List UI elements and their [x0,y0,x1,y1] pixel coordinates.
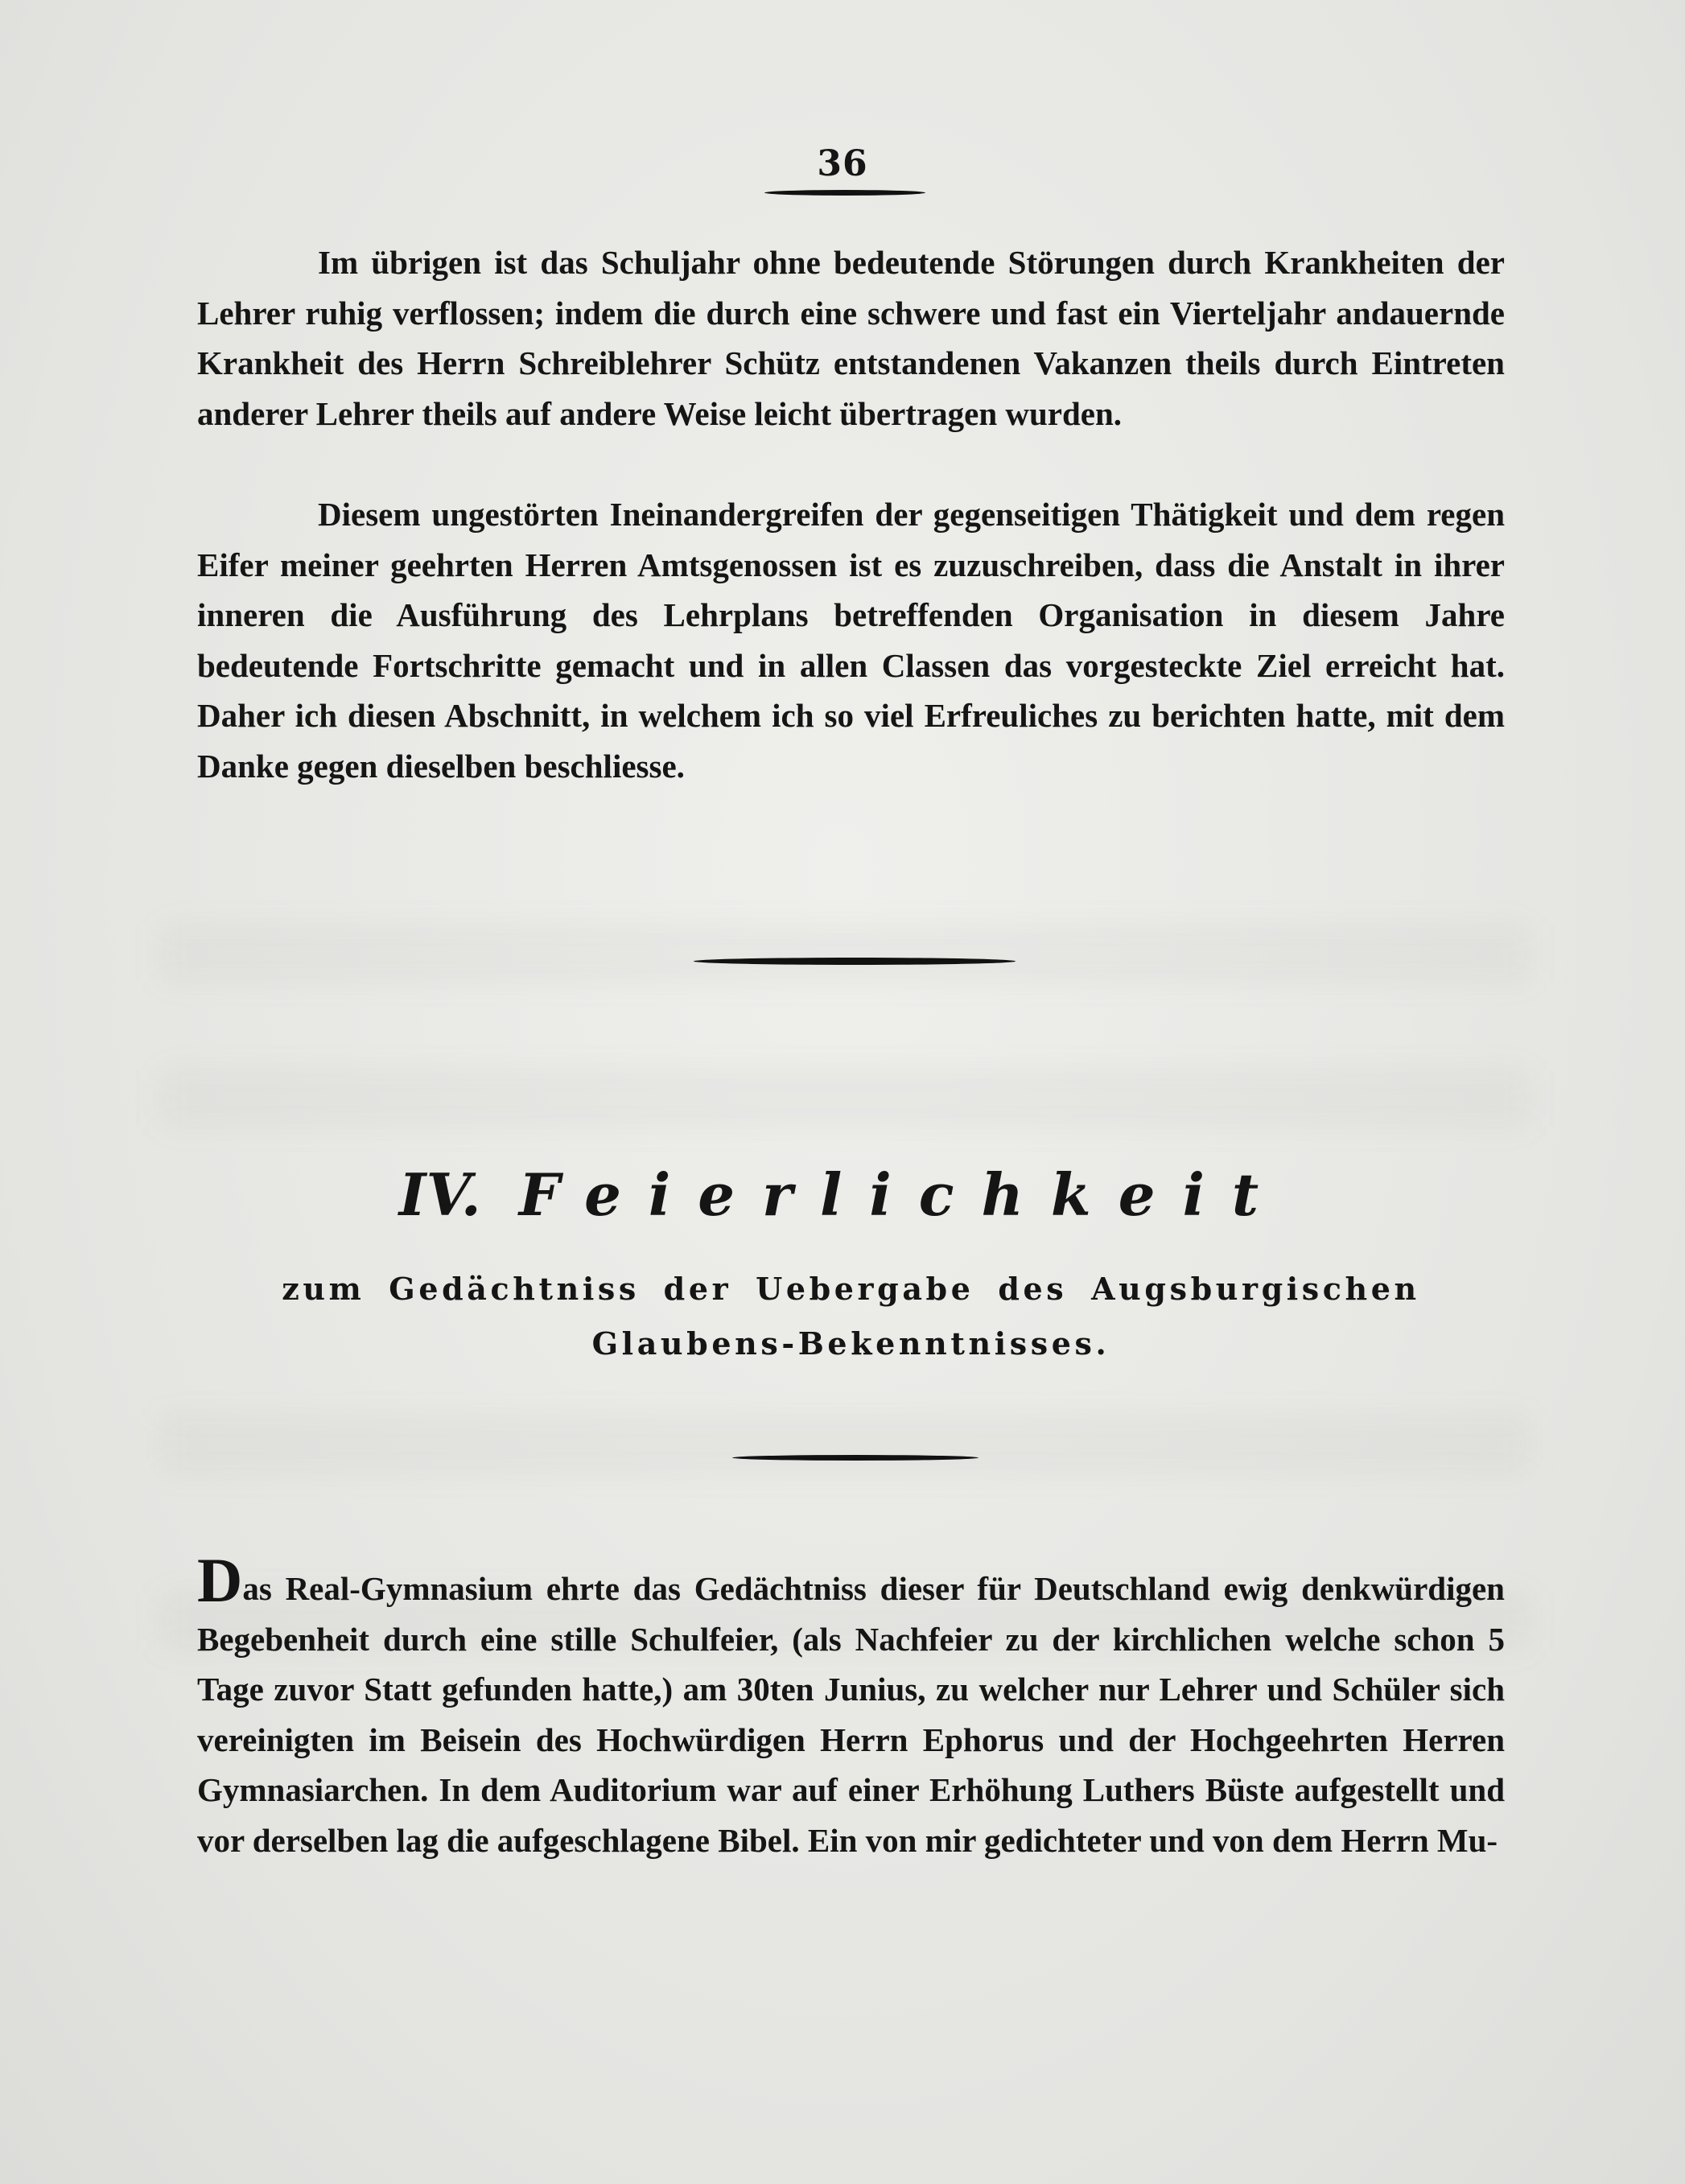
paragraph-celebration [197,1545,1505,1865]
paragraph-celebration-text: as Real-Gymnasium ehrte das Gedächtniss dieser für Deutschland ewig denkwürdigen Begebenheit durch eine stille Schulfeier, (als Nachfeier zu der kirchlichen welche schon 5 Tage zuvor Statt gefunden hatte,) am 30ten Junius, zu welcher nur Lehrer und Schüler sich vereinigten im Beisein des Hochwürdigen Herrn Ephorus und der Hochgeehrten Herren Gymnasiarchen. In dem Auditorium war auf einer Erhöhung Luthers Büste aufgestellt und vor derselben lag die aufgeschlagene Bibel. Ein von mir gedichteter und von dem Herrn Mu- [197,1570,1505,1859]
section-title [0,1159,1685,1231]
paragraph-illness: Im übrigen ist das Schuljahr ohne bedeutende Störungen durch Krankheiten der Lehrer ruhig verflossen; indem die durch eine schwere und fast ein Vierteljahr andauernde Krankheit des Herrn Schreiblehrer Schütz entstandenen Vakanzen theils durch Eintreten anderer Lehrer theils auf andere Weise leicht übertragen wurden. [197,244,1505,432]
page-number-rule [764,190,925,196]
bleed-through-shadow [161,1070,1529,1127]
bleed-through-shadow [161,1416,1529,1473]
page-number: 36 [817,143,868,184]
section-divider [694,958,1016,965]
paragraph-thanks: Diesem ungestörten Ineinandergreifen der gegenseitigen Thätigkeit und dem regen Eifer meiner geehrten Herren Amtsgenossen ist es zuzuschreiben, dass die Anstalt in ihrer inneren die Ausführung des Lehrplans betreffenden Organisation in diesem Jahre bedeutende Fortschritte gemacht und in allen Classen das vorgesteckte Ziel erreicht hat. Daher ich diesen Abschnitt, in welchem ich so viel Erfreuliches zu berichten hatte, mit dem Danke gegen dieselben beschliesse. [197,496,1505,785]
subtitle-rule [732,1455,978,1461]
drop-cap: D [197,1545,243,1615]
section-subtitle: zum Gedächtniss der Uebergabe des Augsburgischen Glaubens-Bekenntnisses. [282,1271,1420,1362]
section-numeral: IV. [398,1160,481,1229]
bleed-through-shadow [161,925,1529,982]
section-title-word: Feierlichkeit [518,1160,1287,1229]
